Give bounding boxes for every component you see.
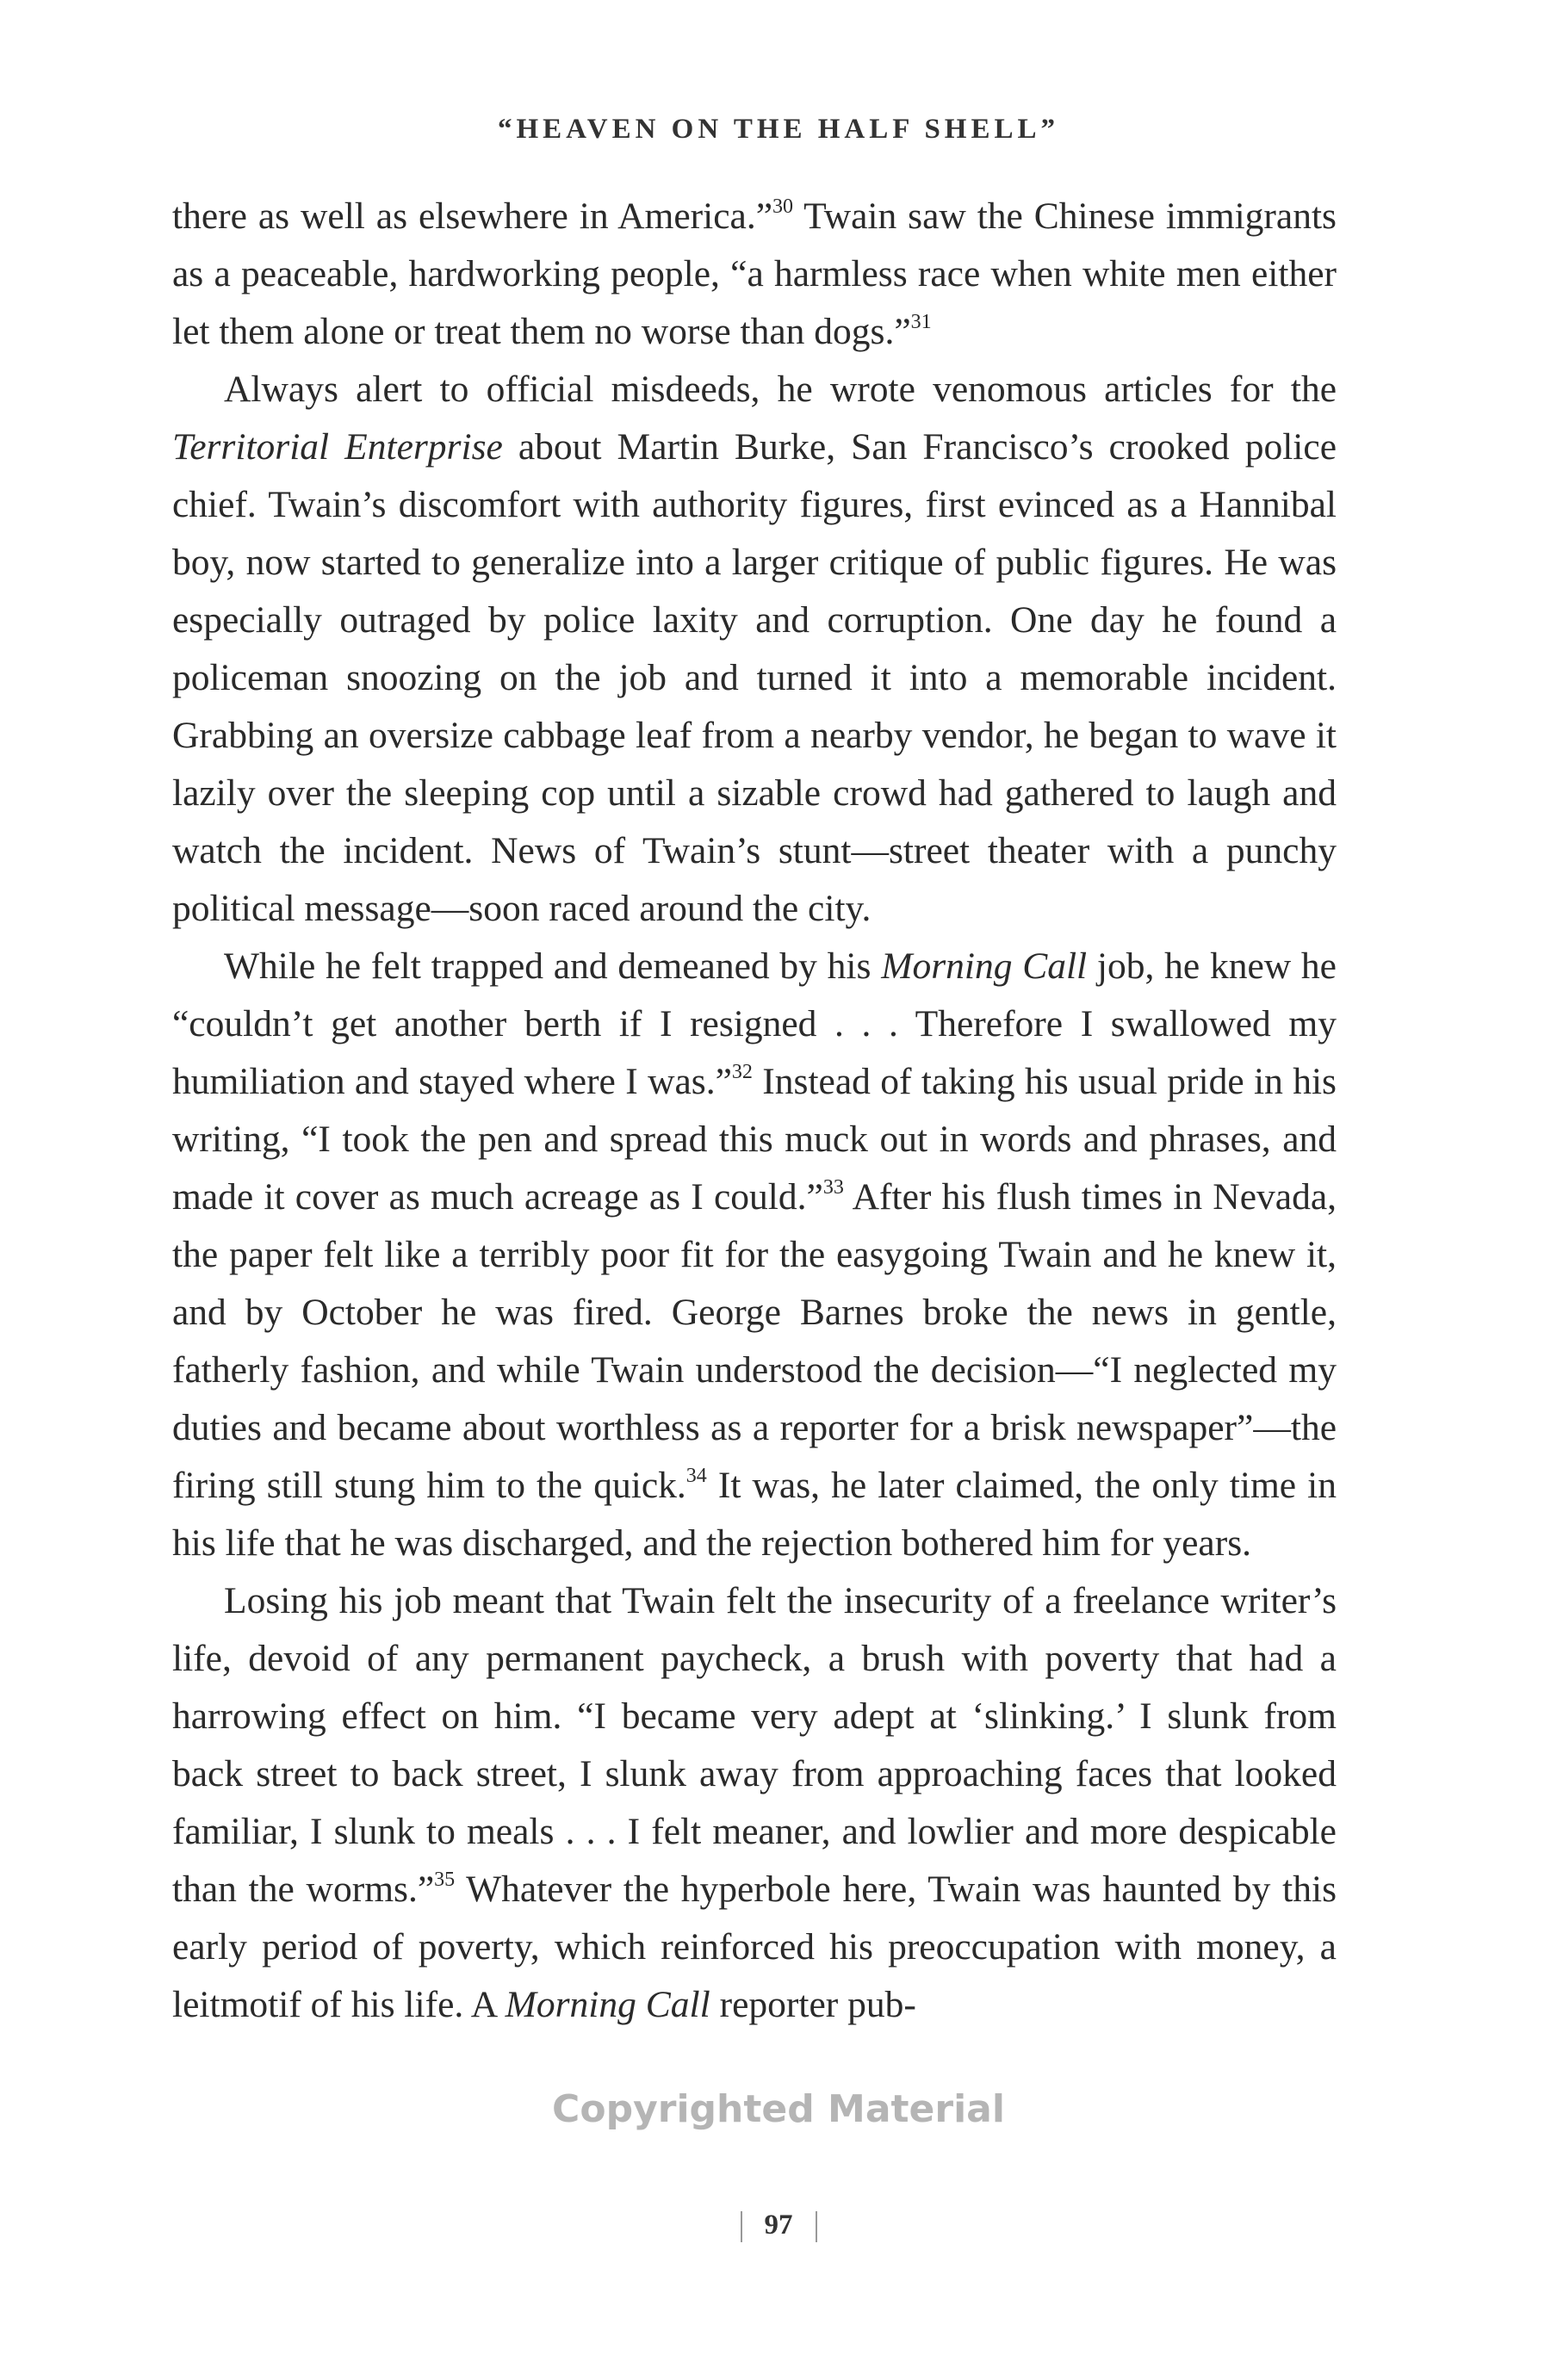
text-run: job, he knew he “couldn’t get another berth if I resigned . . . Therefore I swallowed my humiliation and stayed where I was.” [172, 945, 1337, 1102]
text-run: Always alert to official misdeeds, he wrote venomous articles for the [224, 369, 1337, 410]
paragraph [172, 361, 1337, 938]
paragraph [172, 938, 1337, 1572]
footnote-marker: 32 [731, 1061, 753, 1083]
page-number-value: 97 [764, 2210, 793, 2241]
footnote-marker: 31 [910, 311, 932, 333]
folio-divider-right [816, 2211, 817, 2242]
italic-title: Morning Call [881, 945, 1088, 987]
text-run: Whatever the hyperbole here, Twain was haunted by this early period of poverty, which reinforced his preoccupation with money, a leitmotif of his life. A [172, 1869, 1337, 2025]
text-run: After his flush times in Nevada, the paper felt like a terribly poor fit for the easygoing Twain and he knew it, and by October he was fired. George Barnes broke the news in gentle, fatherly fashion, and while Twain understood the decision—“I neglected my duties and became about worthless as a reporter for a brisk newspaper”—the firing still stung him to the quick. [172, 1176, 1337, 1506]
footnote-marker: 34 [685, 1465, 707, 1487]
italic-title: Territorial Enterprise [172, 426, 503, 468]
text-run: Instead of taking his usual pride in his writing, “I took the pen and spread this muck out in words and phrases, and made it cover as much acreage as I could.” [172, 1061, 1337, 1218]
running-head: “HEAVEN ON THE HALF SHELL” [497, 114, 1060, 145]
footnote-marker: 33 [822, 1176, 844, 1199]
text-run: reporter pub- [710, 1984, 916, 2025]
text-run: Losing his job meant that Twain felt the insecurity of a freelance writer’s life, devoid of any permanent paycheck, a brush with poverty that had a harrowing effect on him. “I became very adept at ‘slinking.’ I slunk from back street to back street, I slunk away from approaching faces that looked familiar, I slunk to meals . . . I felt meaner, and lowlier and more despicable than the worms.” [172, 1580, 1337, 1910]
paragraph [172, 188, 1337, 361]
text-run: Twain saw the Chinese immigrants as a peaceable, hardworking people, “a harmless race when white men either let them alone or treat them no worse than dogs.” [172, 195, 1337, 352]
paragraph [172, 1572, 1337, 2034]
footnote-marker: 35 [434, 1869, 456, 1891]
text-run: there as well as elsewhere in America.” [172, 195, 773, 237]
text-run: While he felt trapped and demeaned by his [224, 945, 882, 987]
body-text [172, 188, 1337, 2034]
text-run: about Martin Burke, San Francisco’s crooked police chief. Twain’s discomfort with authority figures, first evinced as a Hannibal boy, now started to generalize into a larger critique of public figures. He was especially outraged by police laxity and corruption. One day he found a policeman snoozing on the job and turned it into a memorable incident. Grabbing an oversize cabbage leaf from a nearby vendor, he began to wave it lazily over the sleeping cop until a sizable crowd had gathered to laugh and watch the incident. News of Twain’s stunt—street theater with a punchy political message—soon raced around the city. [172, 426, 1337, 929]
page-number [0, 2210, 1557, 2242]
italic-title: Morning Call [505, 1984, 710, 2025]
text-run: It was, he later claimed, the only time in his life that he was discharged, and the rejection bothered him for years. [172, 1465, 1337, 1564]
folio-divider-left [741, 2211, 742, 2242]
copyright-watermark: Copyrighted Material [552, 2087, 1005, 2131]
footnote-marker: 30 [772, 195, 794, 218]
